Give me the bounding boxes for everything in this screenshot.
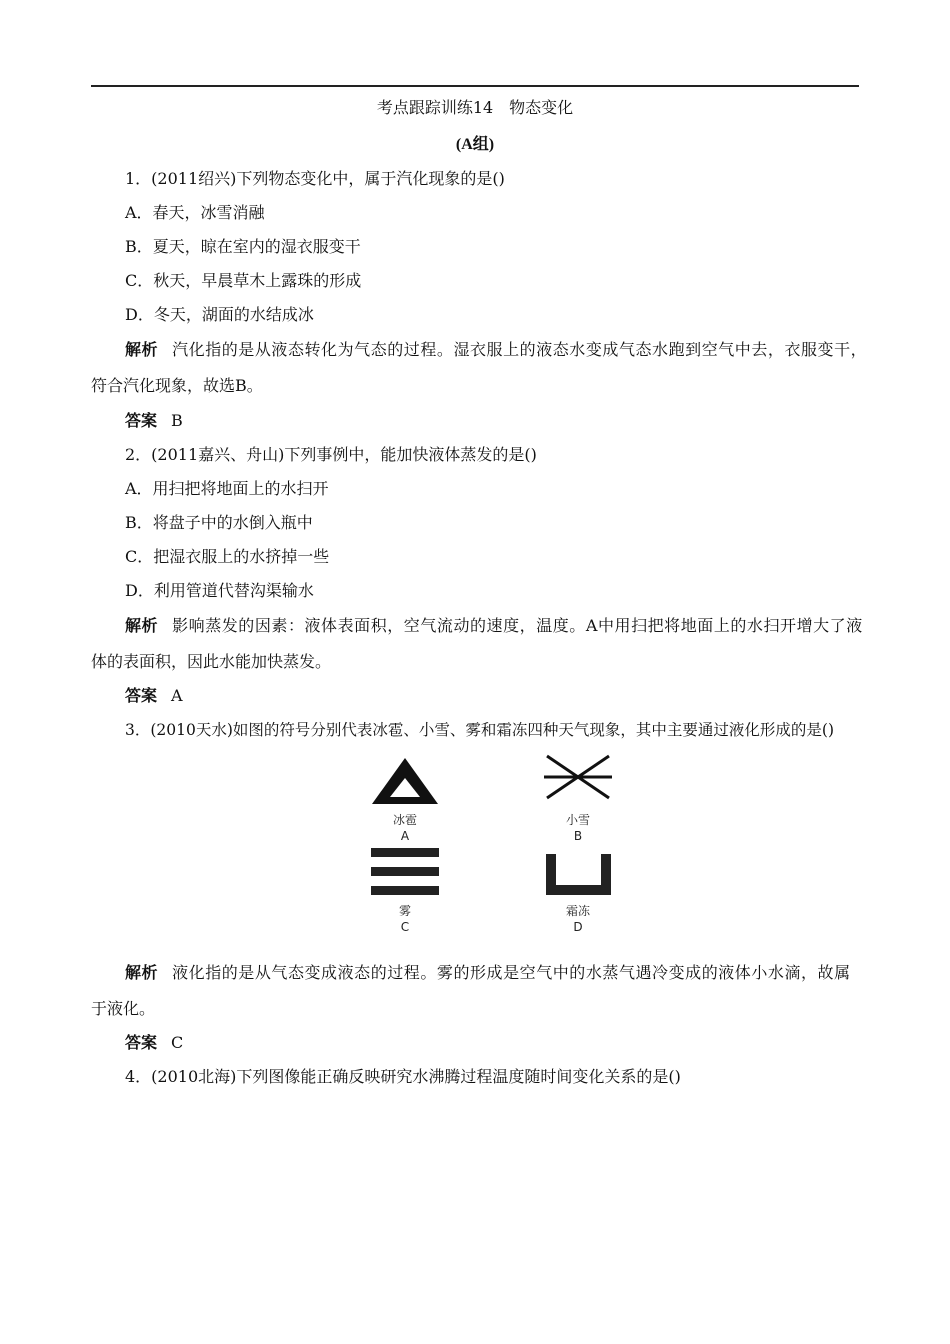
q1-answer-value: B (171, 411, 183, 430)
q2-option-b: B．将盘子中的水倒入瓶中 (125, 513, 313, 532)
symbol-a-letter: A (400, 829, 410, 843)
q1-answer-label: 答案 (125, 411, 158, 430)
q3-answer (125, 1033, 183, 1053)
symbol-a-name: 冰雹 (392, 813, 418, 827)
hail-triangle-icon (372, 758, 438, 804)
q3-analysis (125, 963, 859, 983)
symbol-c-letter: C (400, 920, 410, 934)
q1-analysis (125, 340, 868, 360)
weather-symbols-figure (360, 748, 630, 938)
group-heading (0, 134, 950, 155)
header-rule (91, 85, 859, 87)
q2-analysis-text: 影响蒸发的因素：液体表面积，空气流动的速度，温度。A中用扫把将地面上的水扫开增大了液 (172, 616, 863, 635)
symbol-b-name: 小雪 (565, 813, 591, 827)
q1-analysis-label: 解析 (125, 340, 159, 359)
q1-option-b: B．夏天，晾在室内的湿衣服变干 (125, 237, 361, 256)
snow-star-icon (544, 756, 612, 798)
q1-stem: 1．(2011绍兴)下列物态变化中，属于汽化现象的是() (125, 169, 505, 188)
q1-option-a: A．春天，冰雪消融 (125, 203, 265, 222)
q2-analysis (125, 616, 863, 636)
fog-lines-icon (371, 848, 439, 895)
symbol-d-name: 霜冻 (565, 904, 591, 918)
q3-answer-value: C (171, 1033, 184, 1052)
q3-analysis-cont: 于液化。 (91, 999, 156, 1018)
q2-answer-value: A (171, 686, 183, 705)
q3-analysis-text: 液化指的是从气态变成液态的过程。雾的形成是空气中的水蒸气遇冷变成的液体小水滴，故属 (172, 963, 851, 982)
q2-analysis-label: 解析 (125, 616, 159, 635)
q1-answer (125, 411, 183, 431)
q1-option-c: C．秋天，早晨草木上露珠的形成 (125, 271, 362, 290)
q2-option-c: C．把湿衣服上的水挤掉一些 (125, 547, 330, 566)
q2-answer (125, 686, 183, 706)
q3-stem: 3．(2010天水)如图的符号分别代表冰雹、小雪、雾和霜冻四种天气现象，其中主要通过液化形成的是() (125, 721, 834, 739)
q3-answer-label: 答案 (125, 1033, 158, 1052)
page-title: 考点跟踪训练14 物态变化 (376, 98, 574, 117)
frost-u-icon (546, 854, 611, 895)
q1-analysis-cont: 符合汽化现象，故选B。 (91, 376, 263, 395)
q3-analysis-label: 解析 (125, 963, 159, 982)
q2-option-d: D．利用管道代替沟渠输水 (125, 581, 314, 600)
symbol-d-letter: D (573, 920, 583, 934)
q1-option-d: D．冬天，湖面的水结成冰 (125, 305, 314, 324)
symbol-c-name: 雾 (398, 904, 412, 918)
q1-analysis-text: 汽化指的是从液态转化为气态的过程。湿衣服上的液态水变成气态水跑到空气中去，衣服变干， (172, 340, 868, 359)
q2-answer-label: 答案 (125, 686, 158, 705)
q2-stem: 2．(2011嘉兴、舟山)下列事例中，能加快液体蒸发的是() (125, 445, 537, 464)
q4-stem: 4．(2010北海)下列图像能正确反映研究水沸腾过程温度随时间变化关系的是() (125, 1067, 681, 1086)
q2-option-a: A．用扫把将地面上的水扫开 (125, 479, 329, 498)
group-label: (A组) (455, 136, 495, 153)
symbol-b-letter: B (573, 829, 583, 843)
q2-analysis-cont: 体的表面积，因此水能加快蒸发。 (91, 652, 332, 671)
